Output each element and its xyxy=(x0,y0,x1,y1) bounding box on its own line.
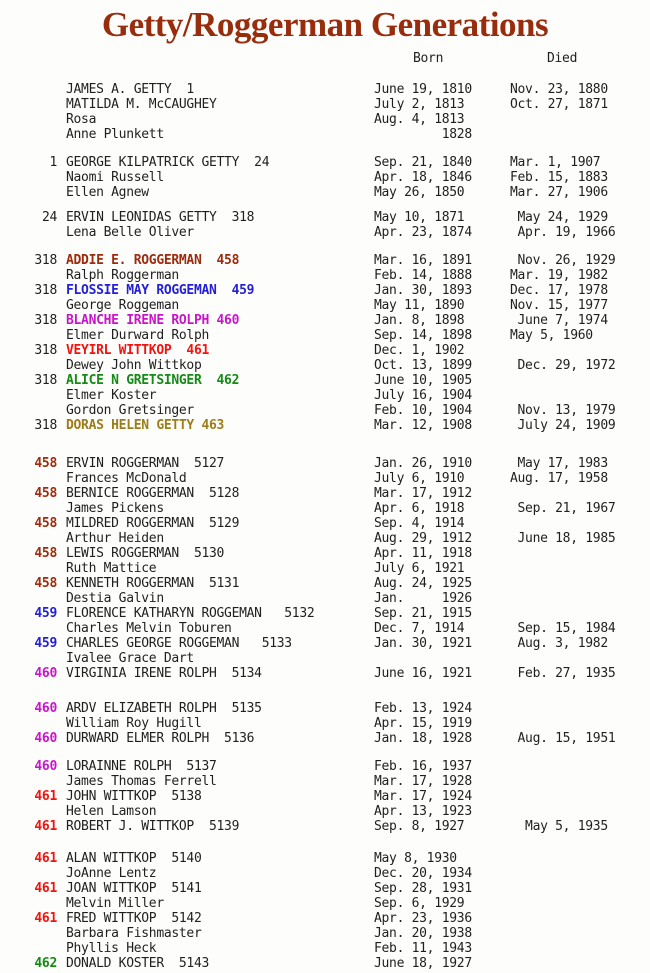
born-date: Sep. 4, 1914 xyxy=(374,516,465,531)
person-name: Frances McDonald xyxy=(66,471,187,486)
born-date: Mar. 17, 1912 xyxy=(374,486,472,501)
person-row xyxy=(0,851,650,866)
person-row xyxy=(0,486,650,501)
person-name: Barbara Fishmaster xyxy=(66,926,202,941)
born-date: Feb. 13, 1924 xyxy=(374,701,472,716)
person-name: Ralph Roggerman xyxy=(66,268,179,283)
born-date: Apr. 18, 1846 xyxy=(374,170,472,185)
died-date: May 17, 1983 xyxy=(510,456,608,471)
born-date: Sep. 8, 1927 xyxy=(374,819,465,834)
person-row xyxy=(0,926,650,941)
died-date: Feb. 15, 1883 xyxy=(510,170,608,185)
person-row xyxy=(0,283,650,298)
person-name: DURWARD ELMER ROLPH 5136 xyxy=(66,731,255,746)
person-row xyxy=(0,343,650,358)
person-row xyxy=(0,804,650,819)
generation-ref: 318 xyxy=(34,343,57,358)
person-row xyxy=(0,759,650,774)
generation-group xyxy=(0,155,650,200)
generation-group xyxy=(0,701,650,746)
person-name: ARDV ELIZABETH ROLPH 5135 xyxy=(66,701,262,716)
person-name: JAMES A. GETTY 1 xyxy=(66,82,194,97)
generation-group xyxy=(0,82,650,142)
died-date: Feb. 27, 1935 xyxy=(510,666,616,681)
person-row xyxy=(0,403,650,418)
died-date: Aug. 17, 1958 xyxy=(510,471,608,486)
person-row xyxy=(0,621,650,636)
person-row xyxy=(0,225,650,240)
person-row xyxy=(0,789,650,804)
born-date: Feb. 16, 1937 xyxy=(374,759,472,774)
generation-ref: 1 xyxy=(49,155,57,170)
died-date: Dec. 29, 1972 xyxy=(510,358,616,373)
person-name: Phyllis Heck xyxy=(66,941,157,956)
person-row xyxy=(0,731,650,746)
person-name: Elmer Durward Rolph xyxy=(66,328,210,343)
died-date: Aug. 15, 1951 xyxy=(510,731,616,746)
generation-group xyxy=(0,253,650,433)
generation-ref: 24 xyxy=(41,210,57,225)
person-name: MATILDA M. McCAUGHEY xyxy=(66,97,217,112)
born-date: Jan. 30, 1893 xyxy=(374,283,472,298)
born-date: June 18, 1927 xyxy=(374,956,472,971)
person-row xyxy=(0,516,650,531)
person-name: ALICE N GRETSINGER 462 xyxy=(66,373,240,388)
generation-ref: 458 xyxy=(34,516,57,531)
born-date: Aug. 29, 1912 xyxy=(374,531,472,546)
died-date: Mar. 27, 1906 xyxy=(510,185,608,200)
born-date: Jan. 26, 1910 xyxy=(374,456,472,471)
died-date: Sep. 15, 1984 xyxy=(510,621,616,636)
generation-ref: 458 xyxy=(34,456,57,471)
page-title: Getty/Roggerman Generations xyxy=(101,5,549,44)
generation-group xyxy=(0,759,650,834)
person-name: LEWIS ROGGERMAN 5130 xyxy=(66,546,225,561)
generation-ref: 461 xyxy=(34,881,57,896)
person-name: Melvin Miller xyxy=(66,896,164,911)
born-date: July 16, 1904 xyxy=(374,388,472,403)
person-name: Dewey John Wittkop xyxy=(66,358,202,373)
born-date: June 16, 1921 xyxy=(374,666,472,681)
person-row xyxy=(0,268,650,283)
person-row xyxy=(0,298,650,313)
born-column-header: Born xyxy=(413,51,444,66)
generations-table xyxy=(0,82,650,971)
person-name: GEORGE KILPATRICK GETTY 24 xyxy=(66,155,270,170)
died-date: May 5, 1960 xyxy=(510,328,593,343)
person-name: BERNICE ROGGERMAN 5128 xyxy=(66,486,240,501)
person-row xyxy=(0,313,650,328)
person-row xyxy=(0,358,650,373)
born-date: Apr. 11, 1918 xyxy=(374,546,472,561)
person-row xyxy=(0,418,650,433)
person-name: Lena Belle Oliver xyxy=(66,225,194,240)
person-row xyxy=(0,666,650,681)
generation-ref: 459 xyxy=(34,606,57,621)
person-name: KENNETH ROGGERMAN 5131 xyxy=(66,576,240,591)
person-row xyxy=(0,471,650,486)
born-date: Apr. 23, 1936 xyxy=(374,911,472,926)
person-row xyxy=(0,866,650,881)
generation-ref: 318 xyxy=(34,283,57,298)
born-date: Apr. 15, 1919 xyxy=(374,716,472,731)
generation-group xyxy=(0,456,650,681)
born-date: Dec. 7, 1914 xyxy=(374,621,465,636)
born-date: Sep. 14, 1898 xyxy=(374,328,472,343)
person-name: George Roggeman xyxy=(66,298,179,313)
person-row xyxy=(0,774,650,789)
person-row xyxy=(0,819,650,834)
person-name: Ivalee Grace Dart xyxy=(66,651,194,666)
died-date: Nov. 13, 1979 xyxy=(510,403,616,418)
person-row xyxy=(0,546,650,561)
person-row xyxy=(0,561,650,576)
person-name: JOHN WITTKOP 5138 xyxy=(66,789,202,804)
generation-group xyxy=(0,851,650,971)
person-row xyxy=(0,388,650,403)
generation-ref: 461 xyxy=(34,789,57,804)
person-name: ROBERT J. WITTKOP 5139 xyxy=(66,819,240,834)
person-row xyxy=(0,97,650,112)
born-date: Apr. 23, 1874 xyxy=(374,225,472,240)
died-date: Sep. 21, 1967 xyxy=(510,501,616,516)
person-name: FLOSSIE MAY ROGGEMAN 459 xyxy=(66,283,255,298)
person-row xyxy=(0,576,650,591)
person-name: Naomi Russell xyxy=(66,170,164,185)
born-date: Aug. 24, 1925 xyxy=(374,576,472,591)
born-date: Mar. 12, 1908 xyxy=(374,418,472,433)
born-date: Jan. 18, 1928 xyxy=(374,731,472,746)
died-date: Oct. 27, 1871 xyxy=(510,97,608,112)
born-date: Jan. 20, 1938 xyxy=(374,926,472,941)
died-date: July 24, 1909 xyxy=(510,418,616,433)
born-date: Mar. 17, 1928 xyxy=(374,774,472,789)
person-name: Helen Lamson xyxy=(66,804,157,819)
generation-ref: 318 xyxy=(34,418,57,433)
died-date: June 18, 1985 xyxy=(510,531,616,546)
person-name: William Roy Hugill xyxy=(66,716,202,731)
born-date: May 26, 1850 xyxy=(374,185,465,200)
died-date: Nov. 23, 1880 xyxy=(510,82,608,97)
born-date: Jan. 8, 1898 xyxy=(374,313,465,328)
born-date: Aug. 4, 1813 xyxy=(374,112,465,127)
died-column-header: Died xyxy=(547,51,578,66)
born-date: May 11, 1890 xyxy=(374,298,465,313)
died-date: Dec. 17, 1978 xyxy=(510,283,608,298)
generation-ref: 458 xyxy=(34,546,57,561)
person-name: FLORENCE KATHARYN ROGGEMAN 5132 xyxy=(66,606,315,621)
person-name: Rosa xyxy=(66,112,97,127)
died-date: Mar. 19, 1982 xyxy=(510,268,608,283)
person-row xyxy=(0,155,650,170)
generation-ref: 460 xyxy=(34,701,57,716)
born-date: June 19, 1810 xyxy=(374,82,472,97)
generation-ref: 318 xyxy=(34,373,57,388)
person-name: DORAS HELEN GETTY 463 xyxy=(66,418,225,433)
person-row xyxy=(0,636,650,651)
person-row xyxy=(0,701,650,716)
person-name: Ellen Agnew xyxy=(66,185,149,200)
person-name: Anne Plunkett xyxy=(66,127,164,142)
person-row xyxy=(0,456,650,471)
person-name: ALAN WITTKOP 5140 xyxy=(66,851,202,866)
person-row xyxy=(0,185,650,200)
person-row xyxy=(0,911,650,926)
person-row xyxy=(0,896,650,911)
person-row xyxy=(0,881,650,896)
born-date: Sep. 28, 1931 xyxy=(374,881,472,896)
person-name: LORAINNE ROLPH 5137 xyxy=(66,759,217,774)
person-name: CHARLES GEORGE ROGGEMAN 5133 xyxy=(66,636,292,651)
person-row xyxy=(0,591,650,606)
died-date: May 24, 1929 xyxy=(510,210,608,225)
person-name: ERVIN ROGGERMAN 5127 xyxy=(66,456,225,471)
person-row xyxy=(0,373,650,388)
generation-ref: 318 xyxy=(34,253,57,268)
generation-ref: 458 xyxy=(34,576,57,591)
generation-ref: 461 xyxy=(34,819,57,834)
person-name: BLANCHE IRENE ROLPH 460 xyxy=(66,313,240,328)
person-row xyxy=(0,82,650,97)
born-date: July 2, 1813 xyxy=(374,97,465,112)
born-date: May 10, 1871 xyxy=(374,210,465,225)
born-date: 1828 xyxy=(374,127,472,142)
person-name: DONALD KOSTER 5143 xyxy=(66,956,210,971)
person-row xyxy=(0,651,650,666)
person-row xyxy=(0,501,650,516)
generation-ref: 458 xyxy=(34,486,57,501)
person-row xyxy=(0,127,650,142)
person-name: VIRGINIA IRENE ROLPH 5134 xyxy=(66,666,262,681)
person-name: Ruth Mattice xyxy=(66,561,157,576)
born-date: Feb. 11, 1943 xyxy=(374,941,472,956)
died-date: May 5, 1935 xyxy=(510,819,608,834)
born-date: Sep. 21, 1915 xyxy=(374,606,472,621)
born-date: Mar. 17, 1924 xyxy=(374,789,472,804)
born-date: Apr. 6, 1918 xyxy=(374,501,465,516)
person-name: James Thomas Ferrell xyxy=(66,774,217,789)
person-name: JoAnne Lentz xyxy=(66,866,157,881)
person-row xyxy=(0,606,650,621)
person-row xyxy=(0,253,650,268)
person-name: ERVIN LEONIDAS GETTY 318 xyxy=(66,210,255,225)
person-name: Gordon Gretsinger xyxy=(66,403,194,418)
died-date: Nov. 26, 1929 xyxy=(510,253,616,268)
born-date: Jan. 30, 1921 xyxy=(374,636,472,651)
born-date: Sep. 6, 1929 xyxy=(374,896,465,911)
born-date: July 6, 1910 xyxy=(374,471,465,486)
person-name: VEYIRL WITTKOP 461 xyxy=(66,343,210,358)
person-name: Arthur Heiden xyxy=(66,531,164,546)
generation-ref: 461 xyxy=(34,851,57,866)
generation-ref: 460 xyxy=(34,666,57,681)
person-name: James Pickens xyxy=(66,501,164,516)
person-name: MILDRED ROGGERMAN 5129 xyxy=(66,516,240,531)
died-date: June 7, 1974 xyxy=(510,313,608,328)
person-name: JOAN WITTKOP 5141 xyxy=(66,881,202,896)
person-row xyxy=(0,328,650,343)
person-row xyxy=(0,716,650,731)
born-date: July 6, 1921 xyxy=(374,561,465,576)
born-date: Dec. 1, 1902 xyxy=(374,343,465,358)
born-date: Apr. 13, 1923 xyxy=(374,804,472,819)
born-date: May 8, 1930 xyxy=(374,851,457,866)
born-date: Feb. 10, 1904 xyxy=(374,403,472,418)
born-date: Jan. 1926 xyxy=(374,591,472,606)
died-date: Apr. 19, 1966 xyxy=(510,225,616,240)
person-row xyxy=(0,170,650,185)
died-date: Mar. 1, 1907 xyxy=(510,155,601,170)
person-row xyxy=(0,210,650,225)
column-headers xyxy=(0,51,650,66)
generation-ref: 460 xyxy=(34,731,57,746)
born-date: Sep. 21, 1840 xyxy=(374,155,472,170)
person-name: Elmer Koster xyxy=(66,388,157,403)
person-name: FRED WITTKOP 5142 xyxy=(66,911,202,926)
born-date: Dec. 20, 1934 xyxy=(374,866,472,881)
generation-ref: 460 xyxy=(34,759,57,774)
generation-ref: 318 xyxy=(34,313,57,328)
person-row xyxy=(0,956,650,971)
born-date: Mar. 16, 1891 xyxy=(374,253,472,268)
person-row xyxy=(0,112,650,127)
died-date: Nov. 15, 1977 xyxy=(510,298,608,313)
person-row xyxy=(0,531,650,546)
person-name: Destia Galvin xyxy=(66,591,164,606)
died-date: Aug. 3, 1982 xyxy=(510,636,608,651)
born-date: Oct. 13, 1899 xyxy=(374,358,472,373)
person-name: ADDIE E. ROGGERMAN 458 xyxy=(66,253,240,268)
generation-ref: 462 xyxy=(34,956,57,971)
generation-ref: 461 xyxy=(34,911,57,926)
generation-group xyxy=(0,210,650,240)
person-row xyxy=(0,941,650,956)
born-date: June 10, 1905 xyxy=(374,373,472,388)
generation-ref: 459 xyxy=(34,636,57,651)
born-date: Feb. 14, 1888 xyxy=(374,268,472,283)
person-name: Charles Melvin Toburen xyxy=(66,621,232,636)
